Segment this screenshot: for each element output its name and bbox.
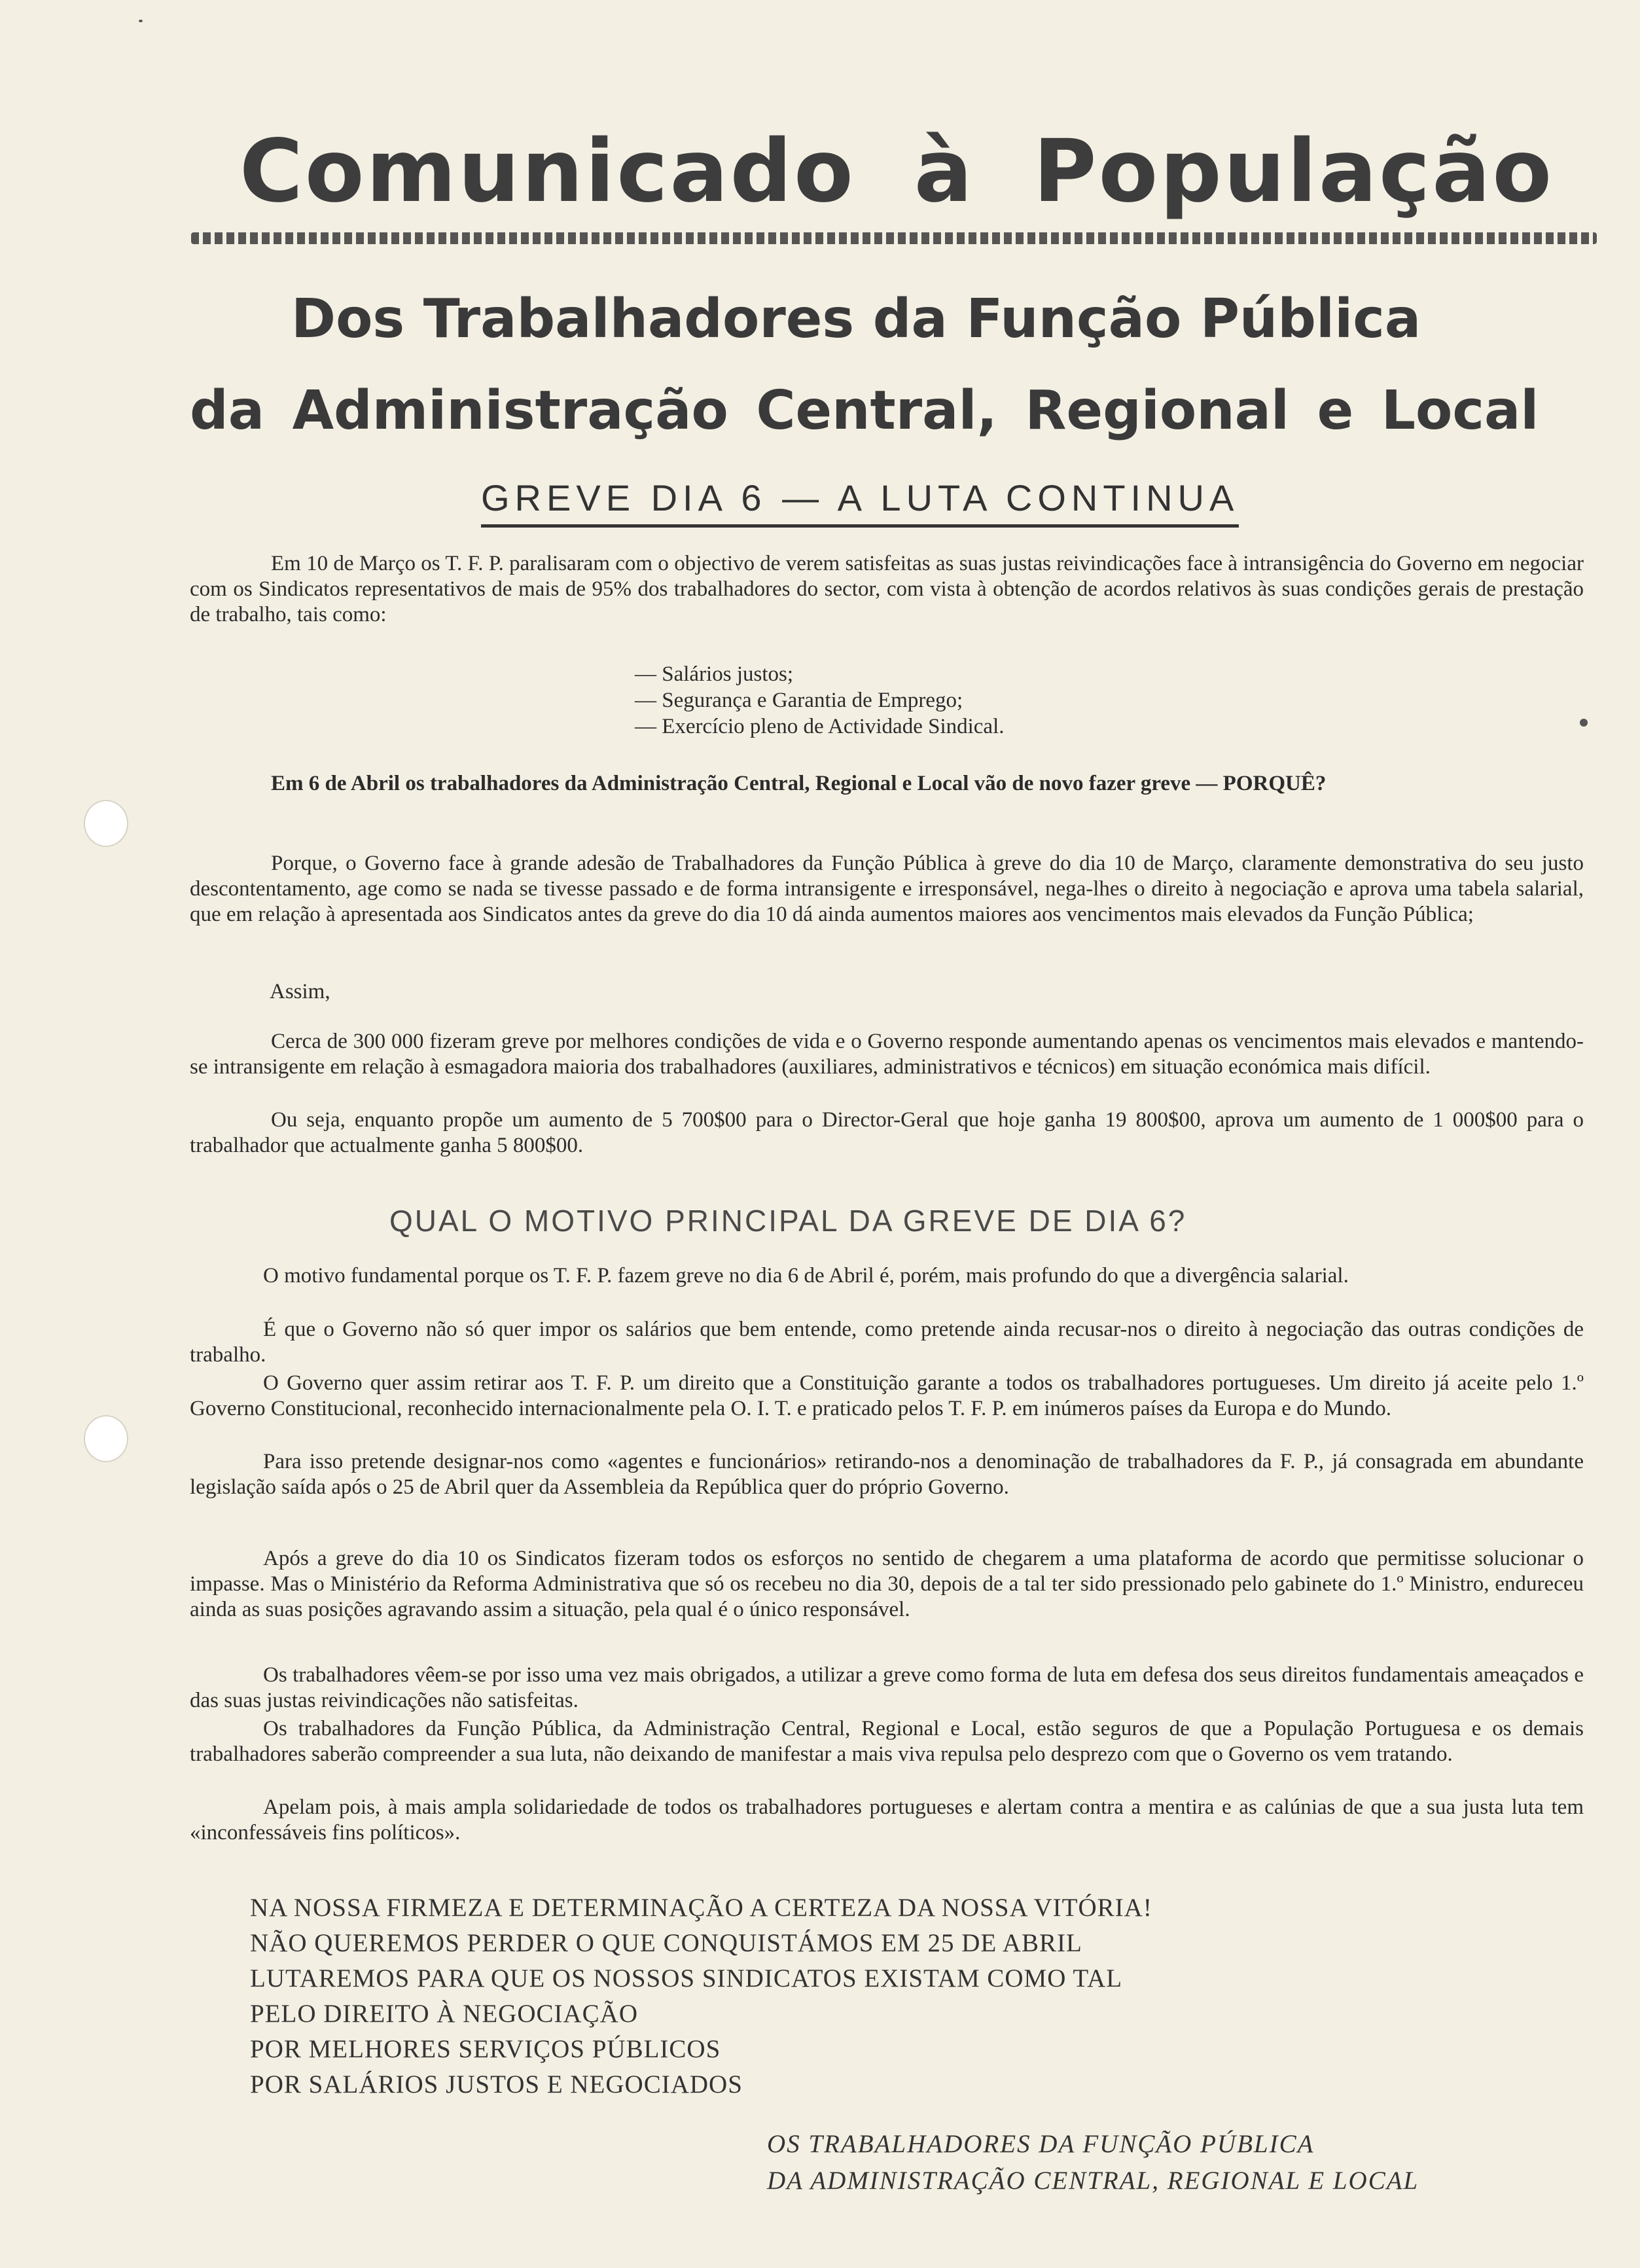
motive-heading: QUAL O MOTIVO PRINCIPAL DA GREVE DE DIA 6? — [389, 1204, 1187, 1238]
slogan-line: PELO DIREITO À NEGOCIAÇÃO — [250, 2000, 638, 2028]
subtitle-line-1: Dos Trabalhadores da Função Pública — [291, 288, 1421, 350]
ink-speck — [139, 20, 143, 22]
list-item: — Segurança e Garantia de Emprego; — [635, 689, 963, 712]
slogan-line: NA NOSSA FIRMEZA E DETERMINAÇÃO A CERTEZA DA NOSSA VITÓRIA! — [250, 1894, 1152, 1922]
signature-line-1: OS TRABALHADORES DA FUNÇÃO PÚBLICA — [767, 2130, 1315, 2158]
motive-paragraph-1: O motivo fundamental porque os T. F. P. fazem greve no dia 6 de Abril é, porém, mais profundo do que a divergência salarial. — [263, 1264, 1349, 1287]
ink-speck — [1580, 719, 1588, 727]
title-wavy-underline — [191, 232, 1597, 244]
intro-paragraph: Em 10 de Março os T. F. P. paralisaram com o objectivo de verem satisfeitas as suas justas reivindicações face à intransigência do Governo em negociar com os Sindicatos representativos de mais de 95% dos trabalhadores do sector, com vista à obtenção de acordos relativos às suas condições gerais de prestação de trabalho, tais como: — [190, 552, 1584, 626]
headline-greve: GREVE DIA 6 — A LUTA CONTINUA — [481, 477, 1239, 528]
motive-paragraph-3: O Governo quer assim retirar aos T. F. P. um direito que a Constituição garante a todos os trabalhadores portugueses. Um direito já aceite pelo 1.º Governo Constitucional, reconhecido internacionalmente pela O. I. T. e praticado pelos T. F. P. em inúmeros países da Europa e do Mundo. — [190, 1371, 1584, 1420]
signature-block — [767, 2126, 1419, 2199]
list-item: — Exercício pleno de Actividade Sindical. — [635, 715, 1005, 738]
april-strike-question: Em 6 de Abril os trabalhadores da Administração Central, Regional e Local vão de novo fazer greve — PORQUÊ? — [271, 772, 1327, 795]
punch-hole-top — [84, 800, 128, 847]
motive-paragraph-8: Apelam pois, à mais ampla solidariedade de todos os trabalhadores portugueses e alertam contra a mentira e as calúnias de que a sua justa luta tem «inconfessáveis fins políticos». — [190, 1795, 1584, 1845]
title-word-a: à — [914, 121, 974, 222]
why-paragraph-3: Ou seja, enquanto propõe um aumento de 5 700$00 para o Director-Geral que hoje ganha 19 800$00, aprova um aumento de 1 000$00 para o trabalhador que actualmente ganha 5 800$00. — [190, 1108, 1584, 1157]
motive-paragraph-5: Após a greve do dia 10 os Sindicatos fizeram todos os esforços no sentido de chegarem a uma plataforma de acordo que permitisse solucionar o impasse. Mas o Ministério da Reforma Administrativa que só os recebeu no dia 30, depois de a tal ter sido pressionado pelo gabinete do 1.º Ministro, endureceu ainda as suas posições agravando assim a situação, pela qual é o único responsável. — [190, 1547, 1584, 1621]
motive-paragraph-2: É que o Governo não só quer impor os salários que bem entende, como pretende ainda recusar-nos o direito à negociação das outras condições de trabalho. — [190, 1318, 1584, 1367]
slogan-line: POR MELHORES SERVIÇOS PÚBLICOS — [250, 2035, 721, 2063]
slogan-line: POR SALÁRIOS JUSTOS E NEGOCIADOS — [250, 2070, 743, 2098]
why-paragraph-assim: Assim, — [270, 980, 330, 1003]
why-paragraph-2: Cerca de 300 000 fizeram greve por melhores condições de vida e o Governo responde aumentando apenas os vencimentos mais elevados e mantendo-se intransigente em relação à esmagadora maioria dos trabalhadores (auxiliares, administrativos e técnicos) em situação económica mais difícil. — [190, 1030, 1584, 1079]
motive-paragraph-6: Os trabalhadores vêem-se por isso uma vez mais obrigados, a utilizar a greve como forma de luta em defesa dos seus direitos fundamentais ameaçados e das suas justas reivindicações não satisfeitas. — [190, 1663, 1584, 1712]
slogan-line: LUTAREMOS PARA QUE OS NOSSOS SINDICATOS EXISTAM COMO TAL — [250, 1964, 1123, 1992]
demands-list — [635, 661, 1005, 740]
motive-paragraph-4: Para isso pretende designar-nos como «agentes e funcionários» retirando-nos a denominação de trabalhadores da F. P., já consagrada em abundante legislação saída após o 25 de Abril quer da Assembleia da República quer do próprio Governo. — [190, 1450, 1584, 1499]
list-item: — Salários justos; — [635, 662, 794, 686]
signature-line-2: DA ADMINISTRAÇÃO CENTRAL, REGIONAL E LOCAL — [767, 2167, 1419, 2195]
punch-hole-bottom — [84, 1415, 128, 1462]
page-title — [190, 121, 1603, 222]
slogans-block — [250, 1890, 1152, 2102]
subtitle-line-2: da Administração Central, Regional e Local — [190, 380, 1539, 442]
why-paragraph-1: Porque, o Governo face à grande adesão de Trabalhadores da Função Pública à greve do dia 10 de Março, claramente demonstrativa do seu justo descontentamento, age como se nada se tivesse passado e de forma intransigente e irresponsável, nega-lhes o direito à negociação e aprova uma tabela salarial, que em relação à apresentada aos Sindicatos antes da greve do dia 10 dá ainda aumentos maiores aos vencimentos mais elevados da Função Pública; — [190, 852, 1584, 926]
motive-paragraph-7: Os trabalhadores da Função Pública, da Administração Central, Regional e Local, estão seguros de que a População Portuguesa e os demais trabalhadores saberão compreender a sua luta, não deixando de manifestar a mais viva repulsa pelo desprezo com que o Governo os vem tratando. — [190, 1717, 1584, 1766]
title-word-populacao: População — [1033, 121, 1554, 222]
slogan-line: NÃO QUEREMOS PERDER O QUE CONQUISTÁMOS EM 25 DE ABRIL — [250, 1929, 1082, 1957]
title-word-comunicado: Comunicado — [239, 121, 855, 222]
